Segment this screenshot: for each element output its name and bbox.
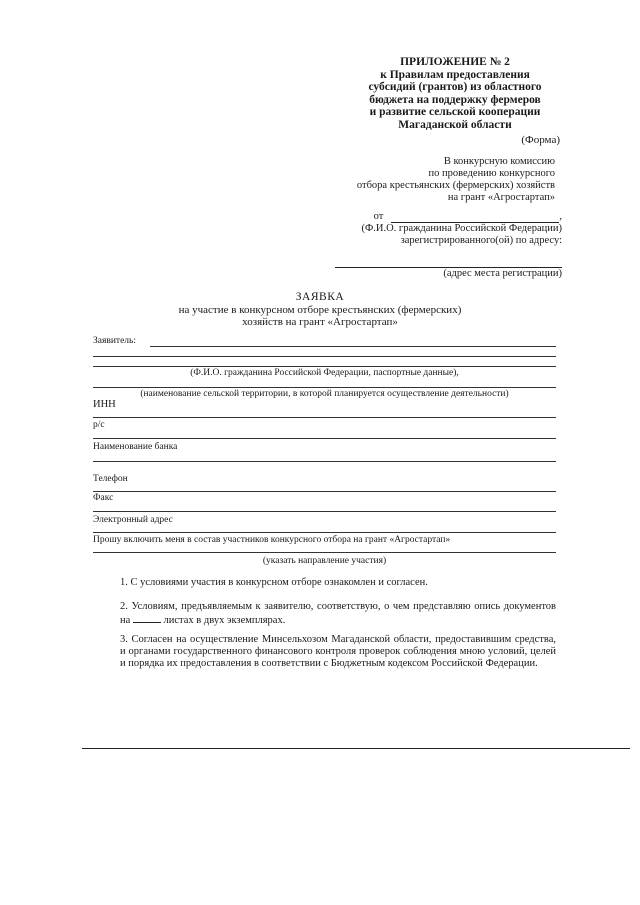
applicant-line[interactable] bbox=[93, 356, 556, 357]
direction-caption: (указать направление участия) bbox=[262, 556, 387, 566]
email-line[interactable] bbox=[93, 532, 556, 533]
applicant-line[interactable] bbox=[93, 366, 556, 367]
applicant-line[interactable] bbox=[150, 346, 556, 347]
paragraph-2-part-b: листах в двух экземплярах. bbox=[163, 615, 286, 626]
paragraph-1-text: 1. С условиями участия в конкурсном отборе ознакомлен и согласен. bbox=[120, 577, 428, 588]
paragraph-2 bbox=[93, 601, 556, 627]
pages-count-blank[interactable] bbox=[133, 613, 161, 623]
sender-fio-caption: (Ф.И.О. гражданина Российской Федерации) bbox=[361, 223, 562, 234]
footer-rule bbox=[82, 748, 630, 749]
appendix-header bbox=[340, 56, 570, 131]
appendix-line: к Правилам предоставления bbox=[380, 68, 530, 81]
form-mark: (Форма) bbox=[521, 134, 560, 146]
addressee-line: по проведению конкурсного bbox=[428, 168, 555, 179]
sender-fio-line[interactable] bbox=[391, 212, 559, 223]
appendix-line: Магаданской области bbox=[398, 118, 512, 131]
paragraph-2-part-a: 2. Условиям, предъявляемым к заявителю, соответствую, о чем представляю опись документов на bbox=[120, 601, 556, 626]
addressee-line: на грант «Агростартап» bbox=[447, 192, 555, 203]
request-text: Прошу включить меня в состав участников конкурсного отбора на грант «Агростартап» bbox=[93, 535, 451, 545]
address-caption: (адрес места регистрации) bbox=[443, 268, 562, 279]
territory-line[interactable] bbox=[93, 387, 556, 388]
phone-line[interactable] bbox=[93, 491, 556, 492]
phone-label: Телефон bbox=[93, 474, 128, 484]
appendix-line: ПРИЛОЖЕНИЕ № 2 bbox=[400, 56, 510, 68]
addressee-line: В конкурсную комиссию bbox=[443, 156, 555, 167]
sender-block bbox=[300, 211, 562, 280]
fax-label: Факс bbox=[93, 493, 114, 503]
bank-label: Наименование банка bbox=[93, 442, 178, 452]
inn-line[interactable] bbox=[93, 417, 556, 418]
title-sub: на участие в конкурсном отборе крестьянских (фермерских) bbox=[178, 304, 462, 316]
paragraph-1 bbox=[93, 577, 556, 589]
appendix-line: и развитие сельской кооперации bbox=[369, 106, 541, 118]
paragraph-2-text bbox=[93, 601, 556, 627]
applicant-label: Заявитель: bbox=[93, 336, 136, 346]
address-line[interactable] bbox=[335, 247, 562, 268]
appendix-line: бюджета на поддержку фермеров bbox=[369, 93, 541, 106]
inn-label: ИНН bbox=[93, 399, 116, 410]
territory-caption: (наименование сельской территории, в которой планируется осуществление деятельности) bbox=[140, 389, 509, 399]
from-comma: , bbox=[559, 211, 562, 222]
paragraph-3-text: 3. Согласен на осуществление Минсельхозом Магаданской области, предоставившим средства, и органами государственного финансового контроля проверок соблюдения мною условий, целей и порядка их предоставления в соответствии с Бюджетным кодексом Российской Федерации. bbox=[120, 634, 556, 669]
title-main: ЗАЯВКА bbox=[295, 291, 345, 303]
title-sub: хозяйств на грант «Агростартап» bbox=[242, 316, 398, 328]
direction-line[interactable] bbox=[93, 552, 556, 553]
bank-line[interactable] bbox=[93, 461, 556, 462]
appendix-line: субсидий (грантов) из областного bbox=[368, 81, 542, 93]
email-label: Электронный адрес bbox=[93, 515, 173, 525]
addressee-block bbox=[300, 156, 555, 204]
fax-line[interactable] bbox=[93, 511, 556, 512]
from-label: от bbox=[373, 211, 384, 222]
application-title bbox=[120, 291, 520, 328]
paragraph-3 bbox=[93, 634, 556, 670]
addressee-line: отбора крестьянских (фермерских) хозяйств bbox=[356, 180, 555, 191]
account-label: р/с bbox=[93, 420, 105, 430]
sender-from-row bbox=[300, 211, 562, 223]
sender-registered-label: зарегистрированного(ой) по адресу: bbox=[400, 235, 562, 246]
account-line[interactable] bbox=[93, 438, 556, 439]
fio-passport-caption: (Ф.И.О. гражданина Российской Федерации, паспортные данные), bbox=[190, 368, 459, 378]
